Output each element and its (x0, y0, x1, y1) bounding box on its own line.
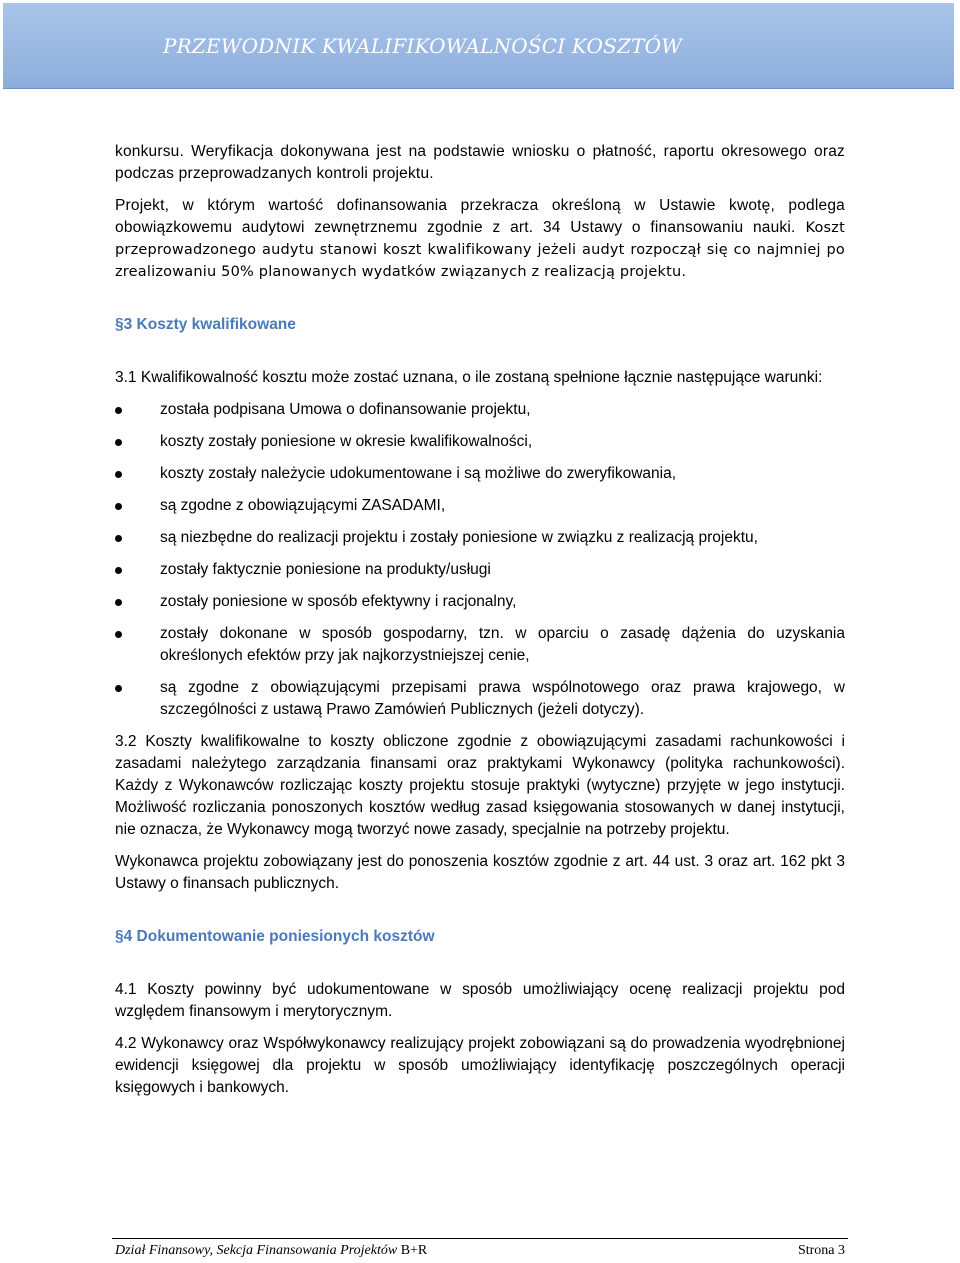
paragraph-audit-part2: Koszt przeprowadzonego audytu stanowi koszt kwalifikowany jeżeli audyt rozpoczął się co najmniej po zrealizowaniu 50% planowanych wydatków związanych z realizacją projektu. (115, 220, 845, 280)
bullet-icon (115, 503, 122, 510)
section-3-heading: §3 Koszty kwalifikowane (115, 316, 296, 333)
paragraph-audit-part1: Projekt, w którym wartość dofinansowania przekracza określoną w Ustawie kwotę, podlega obowiązkowemu audytowi zewnętrznemu zgodnie z art. 34 Ustawy o finansowaniu nauki. (115, 197, 845, 236)
page-number: Strona 3 (797, 1243, 845, 1258)
list-item: koszty zostały należycie udokumentowane i są możliwe do zweryfikowania, (115, 463, 845, 485)
bullet-icon (115, 567, 122, 574)
footer-divider (112, 1238, 848, 1239)
section-4-heading: §4 Dokumentowanie poniesionych kosztów (115, 928, 435, 945)
list-item: koszty zostały poniesione w okresie kwalifikowalności, (115, 431, 845, 453)
paragraph-intro: konkursu. Weryfikacja dokonywana jest na podstawie wniosku o płatność, raportu okresowego oraz podczas przeprowadzanych kontroli projektu. (115, 143, 845, 182)
bullet-icon (115, 685, 122, 692)
footer-dept-code: B+R (400, 1243, 428, 1258)
list-item: są zgodne z obowiązującymi przepisami prawa wspólnotowego oraz prawa krajowego, w szczególności z ustawą Prawo Zamówień Publicznych (jeżeli dotyczy). (115, 677, 845, 721)
paragraph-3-2: 3.2 Koszty kwalifikowalne to koszty obliczone zgodnie z obowiązującymi zasadami rachunkowości i zasadami należytego zarządzania finansami oraz praktykami Wykonawcy (polityka rachunkowości). Każdy z Wykonawców rozliczając koszty projektu stosuje praktyki (wytyczne) przyjęte w jego instytucji. Możliwość rozliczania ponoszonych kosztów według zasad księgowania stosowanych w danej instytucji, nie oznacza, że Wykonawcy mogą tworzyć nowe zasady, specjalnie na potrzeby projektu. (115, 733, 845, 838)
bullet-icon (115, 631, 122, 638)
conditions-list (115, 399, 845, 721)
list-item: została podpisana Umowa o dofinansowanie projektu, (115, 399, 845, 421)
paragraph-3-3: Wykonawca projektu zobowiązany jest do ponoszenia kosztów zgodnie z art. 44 ust. 3 oraz art. 162 pkt 3 Ustawy o finansach publicznych. (115, 853, 845, 892)
header-band (3, 3, 954, 89)
list-item: zostały faktycznie poniesione na produkty/usługi (115, 559, 845, 581)
bullet-icon (115, 599, 122, 606)
list-item: zostały dokonane w sposób gospodarny, tzn. w oparciu o zasadę dążenia do uzyskania określonych efektów przy jak najkorzystniejszej cenie, (115, 623, 845, 667)
list-item: są zgodne z obowiązującymi ZASADAMI, (115, 495, 845, 517)
bullet-icon (115, 439, 122, 446)
bullet-icon (115, 407, 122, 414)
document-title: PRZEWODNIK KWALIFIKOWALNOŚCI KOSZTÓW (163, 34, 683, 58)
paragraph-3-1: 3.1 Kwalifikowalność kosztu może zostać uznana, o ile zostaną spełnione łącznie następujące warunki: (115, 369, 823, 386)
bullet-icon (115, 535, 122, 542)
list-item: zostały poniesione w sposób efektywny i racjonalny, (115, 591, 845, 613)
page-content (115, 141, 845, 1099)
footer-department: Dział Finansowy, Sekcja Finansowania Projektów B+R (115, 1243, 428, 1258)
paragraph-4-2: 4.2 Wykonawcy oraz Współwykonawcy realizujący projekt zobowiązani są do prowadzenia wyodrębnionej ewidencji księgowej dla projektu w sposób umożliwiający identyfikację poszczególnych operacji księgowych i bankowych. (115, 1035, 845, 1096)
bullet-icon (115, 471, 122, 478)
paragraph-audit (115, 195, 845, 283)
list-item: są niezbędne do realizacji projektu i zostały poniesione w związku z realizacją projektu, (115, 527, 845, 549)
paragraph-4-1: 4.1 Koszty powinny być udokumentowane w sposób umożliwiający ocenę realizacji projektu pod względem finansowym i merytorycznym. (115, 981, 845, 1020)
